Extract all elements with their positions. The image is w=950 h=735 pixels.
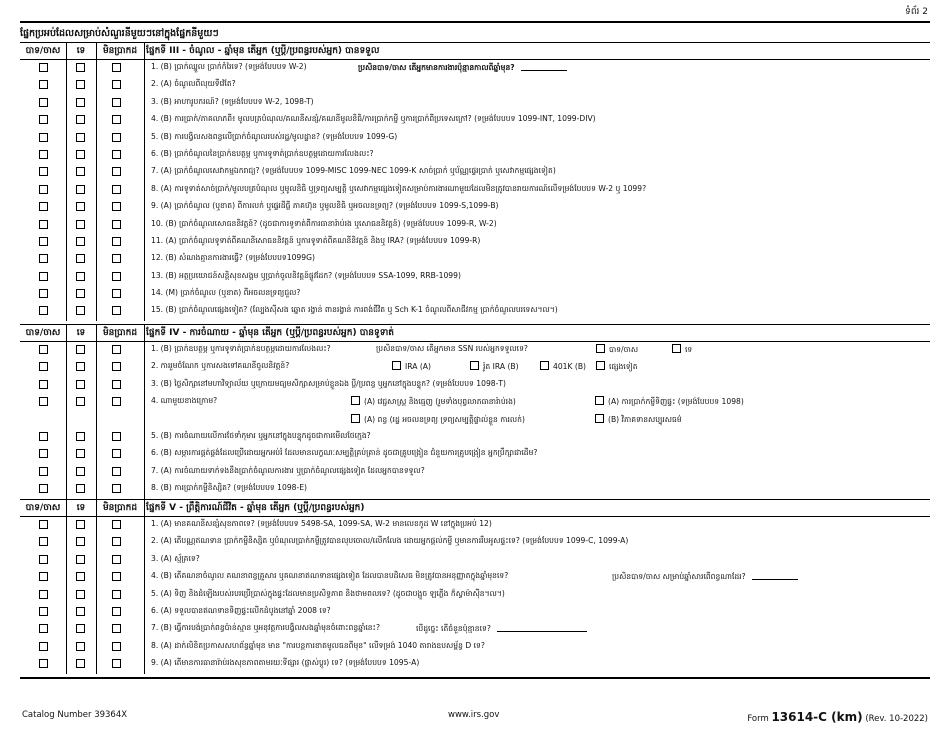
bottom-rule (20, 677, 930, 679)
no-checkbox[interactable] (76, 449, 85, 458)
yes-checkbox[interactable] (39, 659, 48, 668)
section-title: ផ្នែកទី III - ចំណូល - ឆ្នាំមុន តើអ្នក (ឬប្ដី/ប្រពន្ធរបស់អ្នក) បានទទួល (146, 46, 380, 56)
no-checkbox[interactable] (76, 555, 85, 564)
question-row (20, 446, 930, 463)
follow-up-question (376, 344, 528, 355)
header-divider (96, 500, 97, 516)
no-checkbox[interactable] (76, 98, 85, 107)
no-checkbox[interactable] (76, 467, 85, 476)
header-divider (144, 43, 145, 59)
yes-checkbox[interactable] (39, 484, 48, 493)
question-text: 1. (B) ប្រាក់ឈ្នួល ប្រាក់កំរៃទេ? (ទម្រង់បែបបទ W-2) (151, 62, 307, 71)
question-row (20, 534, 930, 551)
question-text: 6. (B) ប្រាក់ចំណូលនៃប្រាក់ឧបត្ថម្ភ ឬការទូទាត់ប្រាក់ឧបត្ថម្ភដោយការលែងលះ? (151, 148, 374, 158)
section-header (20, 42, 930, 60)
no-checkbox[interactable] (76, 590, 85, 599)
question-row (20, 286, 930, 303)
unsure-checkbox[interactable] (112, 380, 121, 389)
yes-checkbox[interactable] (39, 98, 48, 107)
yes-checkbox[interactable] (39, 345, 48, 354)
question-text: 4. ណាមួយខាងក្រោម? (151, 396, 218, 406)
option-item[interactable] (595, 414, 682, 426)
header-divider (96, 325, 97, 341)
option-item[interactable] (596, 344, 638, 356)
option-checkbox[interactable] (595, 414, 604, 423)
no-checkbox[interactable] (76, 624, 85, 633)
unsure-checkbox[interactable] (112, 362, 121, 371)
header-divider (66, 43, 67, 59)
option-item[interactable] (540, 361, 586, 371)
header-divider (96, 43, 97, 59)
form-prefix: Form (747, 714, 769, 724)
question-row (20, 377, 930, 394)
column-header-unsure: មិនប្រាកដ (102, 503, 138, 513)
option-item[interactable] (351, 396, 516, 408)
question-row (20, 552, 930, 569)
header-divider (66, 500, 67, 516)
question-row (20, 234, 930, 251)
question-row (20, 569, 930, 586)
no-checkbox[interactable] (76, 397, 85, 406)
no-checkbox[interactable] (76, 484, 85, 493)
question-row (20, 182, 930, 199)
unsure-checkbox[interactable] (112, 289, 121, 298)
column-divider (144, 60, 145, 321)
question-text: 10. (B) ប្រាក់ចំណូលសោធននិវត្តន៍? (ដូចជាការទូទាត់ពីការធានារ៉ាប់រង ឬសោធននិវត្តន៍) (ទម្រង់បែបបទ 1099-R, W-2) (151, 218, 497, 228)
yes-checkbox[interactable] (39, 362, 48, 371)
main-title: ផ្នែកប្រអប់ដែលសម្រាប់សំណួរនីមួយៗនៅក្នុងផ្នែកនីមួយៗ (20, 28, 219, 39)
unsure-checkbox[interactable] (112, 624, 121, 633)
column-header-unsure: មិនប្រាកដ (102, 46, 138, 56)
option-label: ទេ (685, 345, 693, 354)
question-row (20, 199, 930, 216)
unsure-checkbox[interactable] (112, 484, 121, 493)
unsure-checkbox[interactable] (112, 607, 121, 616)
question-text: 4. (B) តើគណនាចំណូល គណនាពន្ធគ្រួសារ ឬគណនាឥណទានផ្សេងទៀត ដែលបានបដិសេធ មិនត្រូវបានអនុញ្ញាតក្នុងឆ្នាំមុនទេ? (151, 571, 509, 581)
yes-checkbox[interactable] (39, 63, 48, 72)
option-checkbox[interactable] (540, 361, 549, 370)
question-text: 1. (B) ប្រាក់ឧបត្ថម្ភ ឬការទូទាត់ប្រាក់ឧបត្ថម្ភដោយការលែងលះ? (151, 344, 331, 353)
question-text: 5. (A) ទិញ និងដំឡើងរបស់របរប្រើប្រាស់ក្នុងផ្ទះដែលមានប្រសិទ្ធភាព និងថាមពលទេ? (ដូចជាបង្អួច ឡភ្លើង ក៏ស្វាម៉ាស៊ីន។ល។) (151, 588, 505, 598)
header-divider (144, 500, 145, 516)
no-checkbox[interactable] (76, 520, 85, 529)
yes-checkbox[interactable] (39, 80, 48, 89)
question-text: 14. (M) ប្រាក់ចំណូល (ឬខាត) ពីអចលនទ្រព្យជួល? (151, 288, 301, 298)
no-checkbox[interactable] (76, 306, 85, 315)
question-text: 7. (A) ការចំណាយទាក់ទងនឹងប្រាក់ចំណូលការងារ ឬប្រាក់ចំណូលផ្សេងទៀត ដែលអ្នកបានទទួល? (151, 465, 425, 475)
form-revision: (Rev. 10-2022) (865, 714, 928, 724)
no-checkbox[interactable] (76, 607, 85, 616)
option-checkbox[interactable] (595, 396, 604, 405)
page-number: ទំព័រ 2 (905, 7, 928, 17)
answer-blank[interactable] (521, 62, 567, 71)
unsure-checkbox[interactable] (112, 642, 121, 651)
question-row (20, 164, 930, 181)
question-row (20, 604, 930, 621)
question-row (20, 517, 930, 534)
yes-checkbox[interactable] (39, 642, 48, 651)
question-text: 9. (A) ប្រាក់ចំណូល (ឬខាត) ពីការលក់ ឬផ្ទេរដីធ្លី ភាគហ៊ុន ឬមូលនិធិ ឬអចលនទ្រព្យ? (ទម្រង់បែបបទ 1099-S,1099-B) (151, 201, 499, 211)
column-header-yes: បាទ/ចាស (25, 46, 61, 56)
no-checkbox[interactable] (76, 220, 85, 229)
question-row (20, 394, 930, 411)
question-list (20, 60, 930, 321)
column-divider (96, 342, 97, 499)
yes-checkbox[interactable] (39, 449, 48, 458)
question-text: 7. (B) ធ្វើការបង់ប្រាក់ពន្ធប៉ាន់ស្មាន ឬអនុវត្តការបង្វិលសងឆ្នាំមុនចំពោះពន្ធឆ្នាំនេះ? (151, 623, 380, 633)
form-number: 13614-C (km) (771, 710, 863, 724)
yes-checkbox[interactable] (39, 432, 48, 441)
question-row (20, 217, 930, 234)
column-header-no: ទេ (76, 46, 86, 56)
option-checkbox[interactable] (470, 361, 479, 370)
option-label: 401K (B) (553, 362, 587, 372)
no-checkbox[interactable] (76, 572, 85, 581)
follow-up-text: ប្រសិនបាទ/ចាស តើអ្នកមានការងារប៉ុន្មានកាលពីឆ្នាំមុន? (358, 63, 515, 72)
unsure-checkbox[interactable] (112, 254, 121, 263)
yes-checkbox[interactable] (39, 607, 48, 616)
yes-checkbox[interactable] (39, 254, 48, 263)
question-text: 11. (A) ប្រាក់ចំណូលទូទាត់ពីគណនីសោធននិវត្តន៍ ឬការទូទាត់ពីគណនីនិវត្តន៍ និងឬ IRA? (ទម្រង់បែបបទ 1099-R) (151, 235, 481, 245)
follow-up-question (612, 571, 798, 583)
no-checkbox[interactable] (76, 289, 85, 298)
option-checkbox[interactable] (351, 396, 360, 405)
option-checkbox[interactable] (596, 361, 605, 370)
option-item[interactable] (595, 396, 744, 408)
answer-blank[interactable] (497, 623, 587, 632)
answer-blank[interactable] (752, 571, 798, 580)
top-rule (20, 21, 930, 23)
question-text: 6. (B) សម្ភារការផ្គត់ផ្គង់ដែលប្រើដោយអ្នកអប់រំ ដែលមានលក្ខណៈសម្បត្តិគ្រប់គ្រាន់ ដូចជាគ្រូបង្រៀន ជំនួយការគ្រូបង្រៀន អ្នកប្រឹក្សាជាដើម? (151, 448, 538, 458)
unsure-checkbox[interactable] (112, 659, 121, 668)
question-row (20, 412, 930, 429)
no-checkbox[interactable] (76, 272, 85, 281)
option-label: (A) ការប្រាក់កម្ចីទិញផ្ទះ (ទម្រង់បែបបទ 1098) (608, 397, 744, 407)
question-text: 5. (B) ការបង្វិលសងពន្ធលើប្រាក់ចំណូលរបស់រដ្ឋ/មូលដ្ឋាន? (ទម្រង់បែបបទ 1099-G) (151, 131, 398, 141)
header-divider (144, 325, 145, 341)
follow-up-question (358, 62, 567, 74)
unsure-checkbox[interactable] (112, 397, 121, 406)
question-text: 13. (B) អត្ថប្រយោជន៍សន្តិសុខសង្គម ឬប្រាក់ចូលនិវត្តន៍ផ្លូវដែក? (ទម្រង់បែបបទ SSA-1099, RRB-1099) (151, 270, 461, 280)
unsure-checkbox[interactable] (112, 237, 121, 246)
unsure-checkbox[interactable] (112, 449, 121, 458)
question-text: 9. (A) តើមានការធានារ៉ាប់រងសុខភាពតាមរយៈទីផ្សារ (ផ្លាស់ប្តូរ) ទេ? (ទម្រង់បែបបទ 1095-A) (151, 658, 420, 668)
option-item[interactable] (596, 361, 638, 373)
question-row (20, 639, 930, 656)
follow-up-text: ប្រសិនបាទ/ចាស សម្រាប់ឆ្នាំសារពើពន្ធណាដែរ? (612, 572, 746, 582)
option-checkbox[interactable] (672, 344, 681, 353)
column-divider (66, 60, 67, 321)
no-checkbox[interactable] (76, 167, 85, 176)
option-checkbox[interactable] (392, 361, 401, 370)
yes-checkbox[interactable] (39, 202, 48, 211)
column-header-unsure: មិនប្រាកដ (102, 328, 138, 338)
header-divider (66, 325, 67, 341)
question-text: 2. ការរួមចំណែក ឬការសងទៅគណនីចូលនិវត្តន៍? (151, 361, 290, 371)
yes-checkbox[interactable] (39, 115, 48, 124)
yes-checkbox[interactable] (39, 624, 48, 633)
unsure-checkbox[interactable] (112, 98, 121, 107)
no-checkbox[interactable] (76, 345, 85, 354)
section-life-events (20, 499, 930, 674)
question-row (20, 251, 930, 268)
no-checkbox[interactable] (76, 659, 85, 668)
question-row (20, 621, 930, 638)
yes-checkbox[interactable] (39, 520, 48, 529)
question-row (20, 60, 930, 77)
column-divider (144, 517, 145, 674)
unsure-checkbox[interactable] (112, 63, 121, 72)
question-row (20, 303, 930, 320)
section-header (20, 324, 930, 342)
column-divider (96, 60, 97, 321)
column-header-no: ទេ (76, 503, 86, 513)
question-row (20, 130, 930, 147)
question-text: 3. (B) ថ្លៃសិក្សានៅមហាវិទ្យាល័យ ឬក្រោយមធ្យមសិក្សាសម្រាប់ខ្លួនឯង ប្ដី/ប្រពន្ធ ឬអ្នកនៅក្នុងបន្ទុក? (ទម្រង់បែបបទ 1098-T) (151, 378, 506, 388)
option-item[interactable] (470, 361, 519, 373)
no-checkbox[interactable] (76, 185, 85, 194)
yes-checkbox[interactable] (39, 220, 48, 229)
question-row (20, 147, 930, 164)
follow-up-text: ប្រសិនបាទ/ចាស តើអ្នកមាន SSN របស់អ្នកទទួលទេ? (376, 344, 528, 353)
no-checkbox[interactable] (76, 642, 85, 651)
column-divider (66, 517, 67, 674)
no-checkbox[interactable] (76, 202, 85, 211)
yes-checkbox[interactable] (39, 555, 48, 564)
unsure-checkbox[interactable] (112, 272, 121, 281)
section-title: ផ្នែកទី IV - ការចំណាយ - ឆ្នាំមុន តើអ្នក (ឬប្ដី/ប្រពន្ធរបស់អ្នក) បានទូទាត់ (146, 328, 394, 338)
column-divider (144, 342, 145, 499)
question-text: 5. (B) ការចំណាយលើការថែទាំកុមារ ឬអ្នកនៅក្នុងបន្ទុកដូចជាការមើលថែក្មេង? (151, 430, 371, 440)
yes-checkbox[interactable] (39, 380, 48, 389)
question-text: 8. (B) ការប្រាក់កម្ចីនិស្សិត? (ទម្រង់បែបបទ 1098-E) (151, 483, 307, 493)
option-label: (A) ពន្ធ (រដ្ឋ អចលនទ្រព្យ ទ្រព្យសម្បត្តិផ្ទាល់ខ្លួន ការលក់) (364, 414, 525, 424)
unsure-checkbox[interactable] (112, 115, 121, 124)
question-text: 8. (A) ដាក់លិខិតប្រកាសសហព័ន្ធឆ្នាំមុន មាន "ការបន្តការខាតមូលធនពីមុន" លើទម្រង់ 1040 តារាងឧបសម្ព័ន្ធ D ទេ? (151, 640, 485, 650)
option-checkbox[interactable] (351, 414, 360, 423)
unsure-checkbox[interactable] (112, 555, 121, 564)
yes-checkbox[interactable] (39, 150, 48, 159)
question-text: 8. (A) ការទូទាត់សាច់ប្រាក់/មូលបត្របំណុល ឬមូលនិធិ ឬទ្រព្យសម្បត្តិ ឬសេវាកម្មផ្សេងទៀតសម្រាប់ការងារណាមួយដែលមិនត្រូវបានរាយការណ៍លើទម្រង់បែបបទ W-2 ឬ 1099? (151, 183, 647, 193)
question-row (20, 587, 930, 604)
unsure-checkbox[interactable] (112, 185, 121, 194)
column-divider (96, 517, 97, 674)
unsure-checkbox[interactable] (112, 133, 121, 142)
yes-checkbox[interactable] (39, 185, 48, 194)
yes-checkbox[interactable] (39, 537, 48, 546)
irs-website[interactable]: www.irs.gov (448, 710, 500, 720)
question-row (20, 656, 930, 673)
unsure-checkbox[interactable] (112, 202, 121, 211)
option-label: IRA (A) (405, 362, 431, 372)
yes-checkbox[interactable] (39, 572, 48, 581)
question-row (20, 481, 930, 498)
section-title: ផ្នែកទី V - ព្រឹត្តិការណ៍ជីវិត - ឆ្នាំមុន តើអ្នក (ឬប្ដី/ប្រពន្ធរបស់អ្នក) (146, 503, 365, 513)
unsure-checkbox[interactable] (112, 80, 121, 89)
question-text: 4. (B) ការប្រាក់/ភាគលាភពី៖ មូលបត្របំណុល/គណនីសន្សំ/គណនីមូលនិធិ/ការប្រាក់កម្ចី ឬការប្រាក់ពីប្រទេសក្រៅ? (ទម្រង់បែបបទ 1099-INT, 1099-DIV) (151, 114, 596, 124)
unsure-checkbox[interactable] (112, 306, 121, 315)
option-label: (B) វិភាគទានសប្បុរសធម៌ (608, 414, 682, 424)
unsure-checkbox[interactable] (112, 345, 121, 354)
column-header-no: ទេ (76, 328, 86, 338)
column-header-yes: បាទ/ចាស (25, 328, 61, 338)
option-label: បាទ/ចាស (609, 345, 639, 354)
unsure-checkbox[interactable] (112, 432, 121, 441)
yes-checkbox[interactable] (39, 397, 48, 406)
question-row (20, 342, 930, 359)
option-label: ផ្សេងទៀត (609, 362, 638, 372)
question-row (20, 95, 930, 112)
yes-checkbox[interactable] (39, 289, 48, 298)
question-text: 1. (A) មានគណនីសន្សំសុខភាពទេ? (ទម្រង់បែបបទ 5498-SA, 1099-SA, W-2 មានលេខកូដ W នៅក្នុងប្រអប់ 12) (151, 519, 492, 528)
question-text: 12. (B) សំណងគ្មានការងារធ្វើ? (ទម្រង់បែបបទ1099G) (151, 253, 315, 263)
option-item[interactable] (351, 414, 525, 426)
unsure-checkbox[interactable] (112, 590, 121, 599)
option-checkbox[interactable] (596, 344, 605, 353)
unsure-checkbox[interactable] (112, 220, 121, 229)
question-text: 2. (A) តើបណ្ណឥណទាន ប្រាក់កម្ចីនិស្សិត ឬបំណុលប្រាក់កម្ចីត្រូវបានលុបចោល/លើកលែង ដោយអ្នកផ្ដល់កម្ចី ឬមានការរឹបអូសផ្ទះទេ? (ទម្រង់បែបបទ 1099-C, 1099-A) (151, 536, 629, 546)
unsure-checkbox[interactable] (112, 167, 121, 176)
yes-checkbox[interactable] (39, 133, 48, 142)
option-item[interactable] (672, 344, 692, 356)
question-row (20, 77, 930, 94)
no-checkbox[interactable] (76, 362, 85, 371)
unsure-checkbox[interactable] (112, 150, 121, 159)
no-checkbox[interactable] (76, 150, 85, 159)
question-row (20, 112, 930, 129)
no-checkbox[interactable] (76, 432, 85, 441)
question-text: 3. (B) អាហារូបករណ៍? (ទម្រង់បែបបទ W-2, 1098-T) (151, 96, 314, 106)
no-checkbox[interactable] (76, 537, 85, 546)
no-checkbox[interactable] (76, 63, 85, 72)
question-text: 7. (A) ប្រាក់ចំណូលសេវាកម្មឯករាជ្យ? (ទម្រង់បែបបទ 1099-MISC 1099-NEC 1099-K សាច់ប្រាក់ ឬប័ណ្ណផ្ទេរប្រាក់ ឬសេវាកម្មផ្សេងទៀត) (151, 166, 556, 176)
no-checkbox[interactable] (76, 237, 85, 246)
question-row (20, 269, 930, 286)
question-row (20, 359, 930, 376)
yes-checkbox[interactable] (39, 590, 48, 599)
no-checkbox[interactable] (76, 254, 85, 263)
unsure-checkbox[interactable] (112, 520, 121, 529)
yes-checkbox[interactable] (39, 167, 48, 176)
no-checkbox[interactable] (76, 380, 85, 389)
yes-checkbox[interactable] (39, 272, 48, 281)
question-row (20, 464, 930, 481)
section-income (20, 42, 930, 321)
question-row (20, 429, 930, 446)
no-checkbox[interactable] (76, 115, 85, 124)
question-list (20, 342, 930, 499)
unsure-checkbox[interactable] (112, 467, 121, 476)
follow-up-text: បើដូច្នេះ តើចំនួនប៉ុន្មានទេ? (416, 624, 491, 634)
column-header-yes: បាទ/ចាស (25, 503, 61, 513)
question-list (20, 517, 930, 674)
question-text: 2. (A) ចំណូលពីលុយទីវ៉េតែ? (151, 79, 236, 89)
unsure-checkbox[interactable] (112, 572, 121, 581)
option-label: (A) វេជ្ជសាស្ត្រ និងធ្មេញ (រួមទាំងបុព្វលាភធានារ៉ាប់រង) (364, 397, 516, 407)
question-text: 6. (A) ទទួលបានឥណទានទិញផ្ទះលើកដំបូងនៅឆ្នាំ 2008 ទេ? (151, 605, 331, 615)
unsure-checkbox[interactable] (112, 537, 121, 546)
section-expenses (20, 324, 930, 499)
question-text: 3. (A) ស្ម័គ្រទេ? (151, 553, 200, 563)
form-id (747, 710, 928, 724)
option-label: រ៉ូត IRA (B) (483, 362, 519, 372)
no-checkbox[interactable] (76, 80, 85, 89)
yes-checkbox[interactable] (39, 237, 48, 246)
yes-checkbox[interactable] (39, 467, 48, 476)
option-item[interactable] (392, 361, 431, 371)
column-divider (66, 342, 67, 499)
follow-up-question (416, 623, 587, 635)
no-checkbox[interactable] (76, 133, 85, 142)
question-text: 15. (B) ប្រាក់ចំណូលផ្សេងទៀត? (ល្បែងស៊ីសង ឆ្នោត រង្វាន់ ពានរង្វាន់ ការពង់ជីវិត ឬ Sch K-1 ចំណូលពីសាជីវកម្ម ប្រាក់ចំណូលបរទេស។ល។) (151, 305, 558, 315)
section-header (20, 499, 930, 517)
catalog-number: Catalog Number 39364X (22, 710, 128, 720)
yes-checkbox[interactable] (39, 306, 48, 315)
